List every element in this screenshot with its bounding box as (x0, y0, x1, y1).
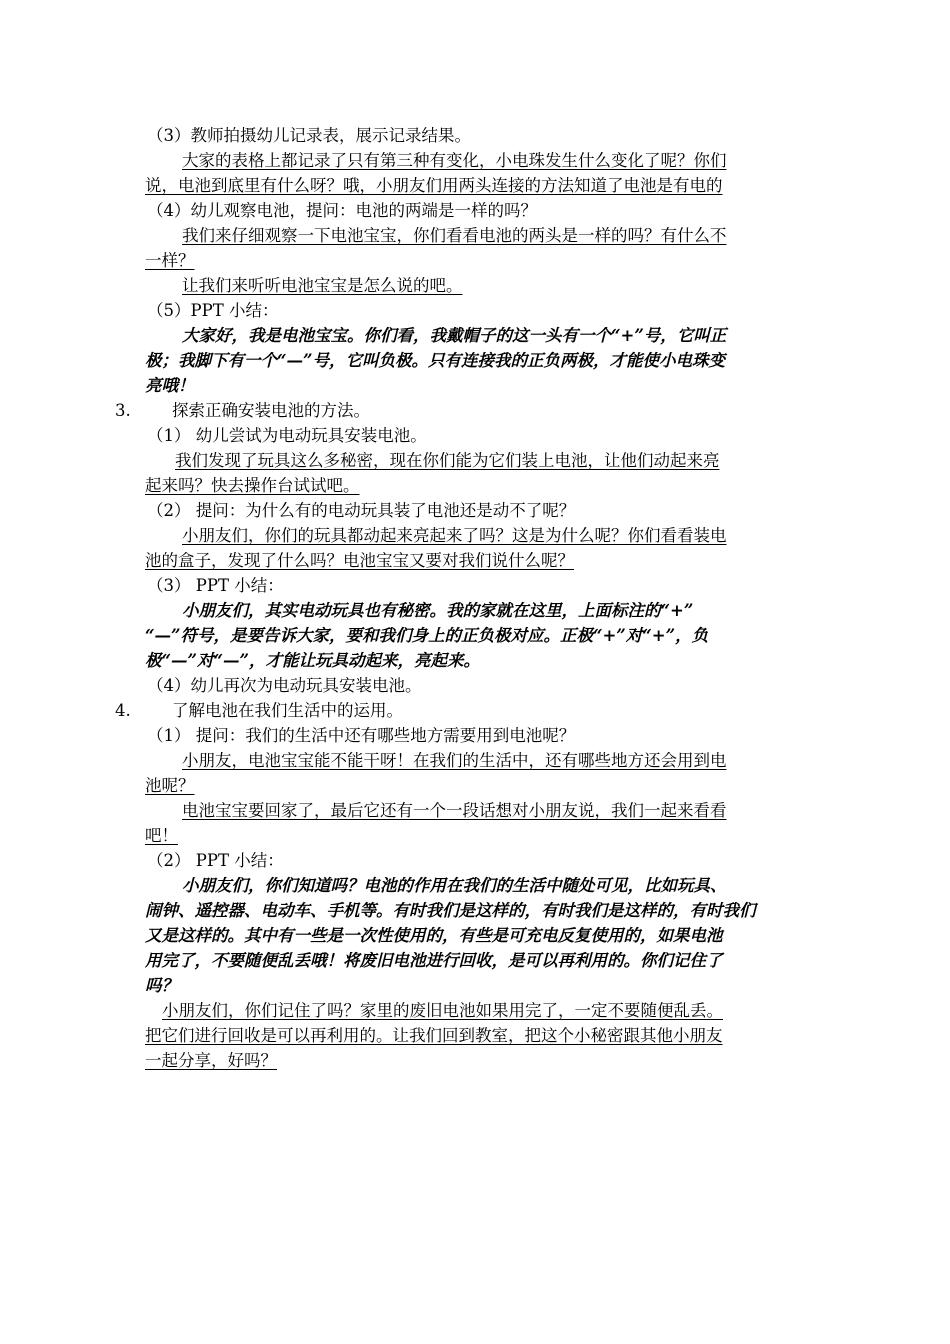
teacher-script-line: 大家的表格上都记录了只有第三种有变化，小电珠发生什么变化了呢？你们 (182, 151, 727, 170)
teacher-script-line: 小朋友们，你们的玩具都动起来亮起来了吗？这是为什么呢？你们看看装电 (182, 526, 727, 545)
step-heading: （4）幼儿再次为电动玩具安装电池。 (147, 676, 422, 695)
teacher-script-line: 让我们来听听电池宝宝是怎么说的吧。 (182, 276, 463, 295)
step-heading: （2） 提问：为什么有的电动玩具装了电池还是动不了呢？ (147, 501, 576, 520)
step-heading: （2） PPT 小结： (147, 851, 284, 870)
section-number: 3. (115, 401, 131, 420)
ppt-summary-line: 大家好，我是电池宝宝。你们看，我戴帽子的这一头有一个“+”号，它叫正 (182, 326, 727, 345)
ppt-summary-line: 极“—”对“—”，才能让玩具动起来，亮起来。 (145, 651, 480, 670)
teacher-script-line: 池的盒子，发现了什么吗？电池宝宝又要对我们说什么呢？ (145, 551, 574, 570)
teacher-script-line: 一起分享，好吗？ (145, 1051, 277, 1070)
ppt-summary-line: 闹钟、遥控器、电动车、手机等。有时我们是这样的，有时我们是这样的，有时我们 (145, 901, 756, 920)
ppt-summary-line: 亮哦！ (145, 376, 195, 395)
teacher-script-line: 电池宝宝要回家了，最后它还有一个一段话想对小朋友说，我们一起来看看 (182, 801, 727, 820)
step-heading: （1） 幼儿尝试为电动玩具安装电池。 (147, 426, 427, 445)
ppt-summary-line: “—”符号，是要告诉大家，要和我们身上的正负极对应。正极“+”对“+”，负 (145, 626, 709, 645)
teacher-script-line: 我们来仔细观察一下电池宝宝，你们看看电池的两头是一样的吗？有什么不 (182, 226, 727, 245)
teacher-script-line: 小朋友，电池宝宝能不能干呀！在我们的生活中，还有哪些地方还会用到电 (182, 751, 727, 770)
teacher-script-line: 把它们进行回收是可以再利用的。让我们回到教室，把这个小秘密跟其他小朋友 (145, 1026, 723, 1045)
ppt-summary-line: 小朋友们，其实电动玩具也有秘密。我的家就在这里，上面标注的“+” (182, 601, 694, 620)
teacher-script-line: 说，电池到底里有什么呀？哦，小朋友们用两头连接的方法知道了电池是有电的 (145, 176, 723, 195)
ppt-summary-line: 吗？ (145, 976, 178, 995)
step-heading: （1） 提问：我们的生活中还有哪些地方需要用到电池呢？ (147, 726, 576, 745)
teacher-script-line: 小朋友们，你们记住了吗？家里的废旧电池如果用完了，一定不要随便乱丢。 (162, 1001, 723, 1020)
ppt-summary-line: 小朋友们，你们知道吗？电池的作用在我们的生活中随处可见，比如玩具、 (182, 876, 727, 895)
section-number: 4. (115, 701, 131, 720)
teacher-script-line: 一样？ (145, 251, 195, 270)
ppt-summary-line: 极；我脚下有一个“—”号，它叫负极。只有连接我的正负两极，才能使小电珠变 (145, 351, 725, 370)
section-heading: 了解电池在我们生活中的运用。 (172, 701, 403, 720)
step-3-3-heading: （3）教师拍摄幼儿记录表，展示记录结果。 (147, 126, 471, 145)
teacher-script-line: 吧！ (145, 826, 178, 845)
section-heading: 探索正确安装电池的方法。 (172, 401, 370, 420)
ppt-summary-line: 用完了，不要随便乱丢哦！将废旧电池进行回收，是可以再利用的。你们记住了 (145, 951, 723, 970)
teacher-script-line: 起来吗？快去操作台试试吧。 (145, 476, 360, 495)
teacher-script-line: 我们发现了玩具这么多秘密，现在你们能为它们装上电池，让他们动起来亮 (175, 451, 720, 470)
step-heading: （3） PPT 小结： (147, 576, 284, 595)
step-3-4-heading: （4）幼儿观察电池，提问：电池的两端是一样的吗？ (147, 201, 537, 220)
ppt-summary-line: 又是这样的。其中有一些是一次性使用的，有些是可充电反复使用的，如果电池 (145, 926, 723, 945)
teacher-script-line: 池呢？ (145, 776, 195, 795)
step-3-5-heading: （5）PPT 小结： (147, 301, 279, 320)
